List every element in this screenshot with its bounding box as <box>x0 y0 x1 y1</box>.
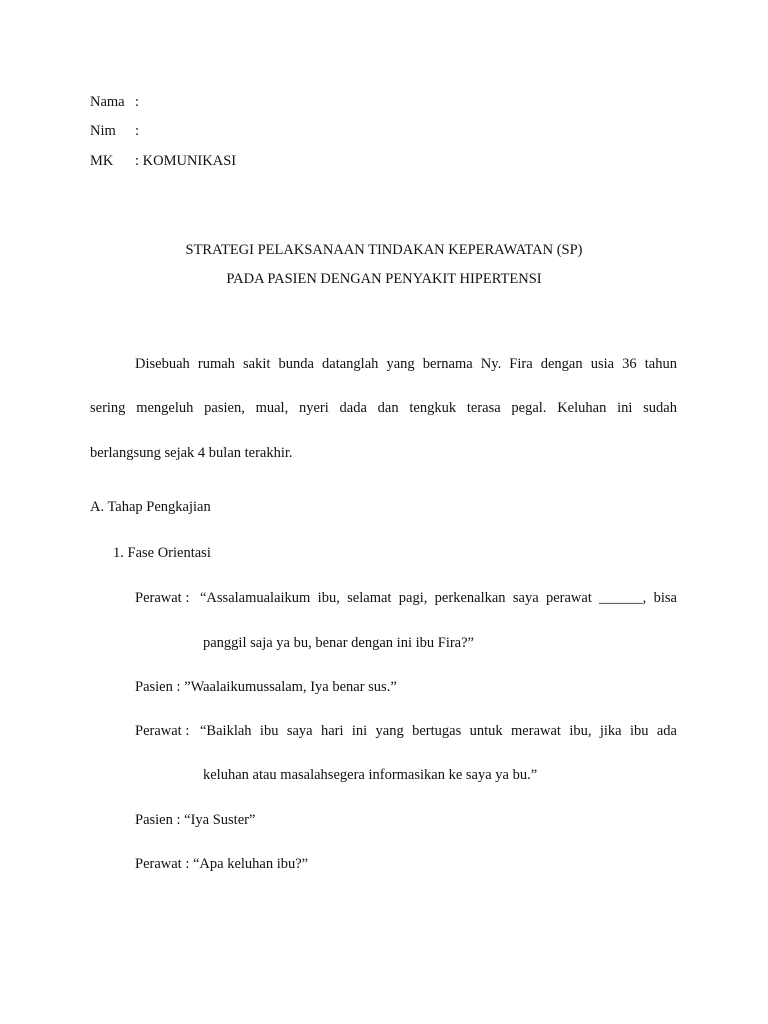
dialog-line: Pasien : ”Waalaikumussalam, Iya benar sus.” <box>135 679 397 695</box>
nama-label: Nama <box>90 94 125 110</box>
dialog-line: “Assalamualaikum ibu, selamat pagi, perkenalkan saya perawat ______, bisa <box>200 590 677 606</box>
subsection-heading: 1. Fase Orientasi <box>113 545 211 561</box>
dialog-line: “Baiklah ibu saya hari ini yang bertugas untuk merawat ibu, jika ibu ada <box>200 723 677 739</box>
dialog-line: Perawat : “Apa keluhan ibu?” <box>135 856 309 872</box>
intro-line-2: sering mengeluh pasien, mual, nyeri dada dan tengkuk terasa pegal. Keluhan ini sudah <box>90 400 677 416</box>
mk-label: MK <box>90 153 114 169</box>
dialog-speaker-perawat: Perawat : <box>135 590 190 606</box>
dialog-line: panggil saja ya bu, benar dengan ini ibu Fira?” <box>203 635 474 651</box>
nim-separator: : <box>135 123 140 139</box>
nim-label: Nim <box>90 123 116 139</box>
title-line-2: PADA PASIEN DENGAN PENYAKIT HIPERTENSI <box>226 271 542 287</box>
intro-line-1: Disebuah rumah sakit bunda datanglah yang bernama Ny. Fira dengan usia 36 tahun <box>135 356 677 372</box>
section-heading: A. Tahap Pengkajian <box>90 499 211 515</box>
dialog-speaker-perawat: Perawat : <box>135 723 190 739</box>
dialog-line: Pasien : “Iya Suster” <box>135 812 256 828</box>
dialog-line: keluhan atau masalahsegera informasikan ke saya ya bu.” <box>203 767 538 783</box>
mk-value: : KOMUNIKASI <box>135 153 237 169</box>
title-line-1: STRATEGI PELAKSANAAN TINDAKAN KEPERAWATAN (SP) <box>185 242 583 258</box>
intro-line-3: berlangsung sejak 4 bulan terakhir. <box>90 445 293 461</box>
nama-separator: : <box>135 94 140 110</box>
